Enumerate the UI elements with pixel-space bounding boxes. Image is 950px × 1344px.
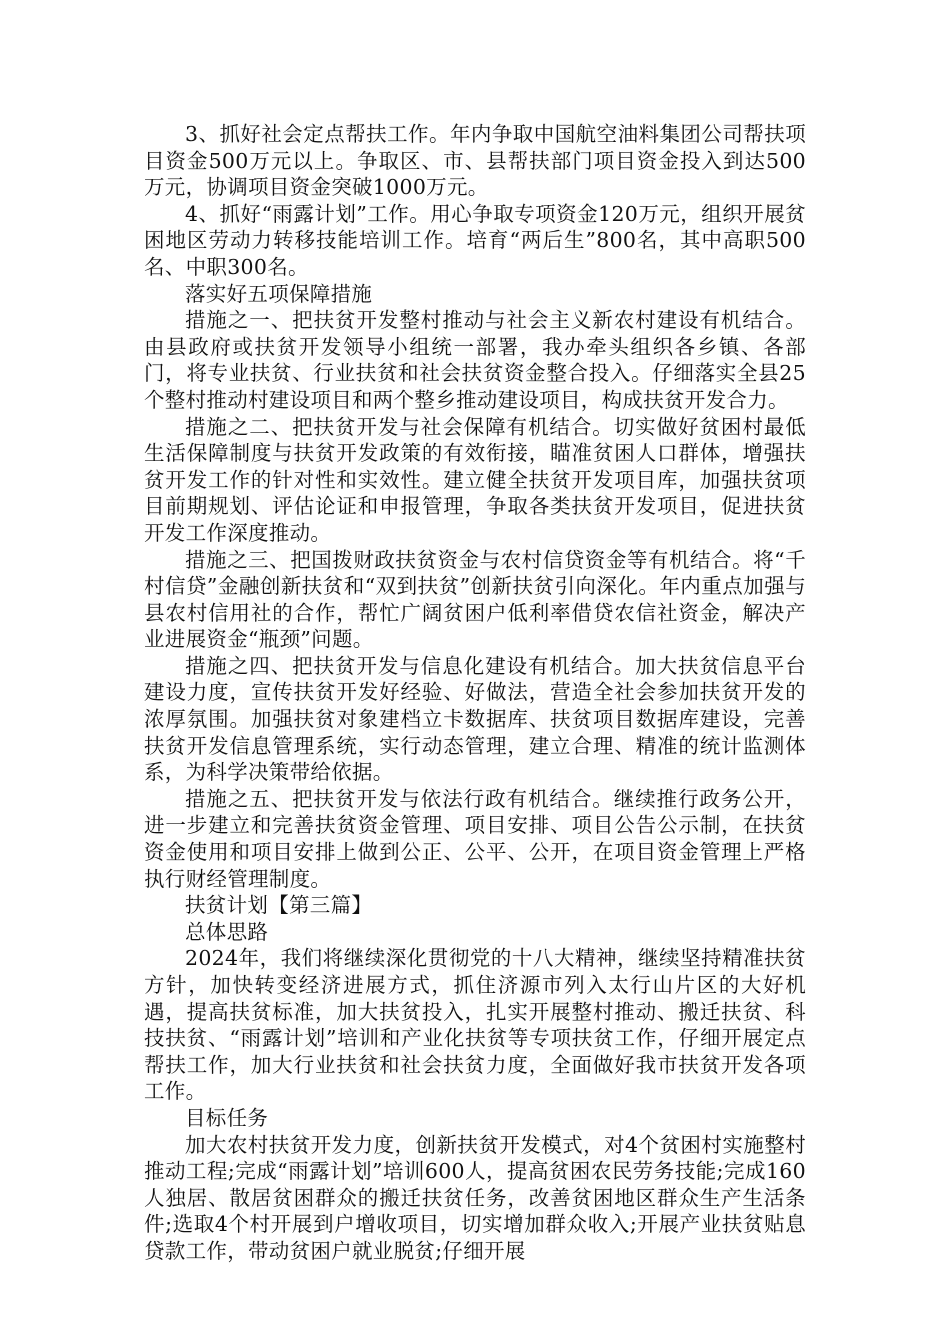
heading-five-measures: 落实好五项保障措施 xyxy=(185,281,373,306)
heading-overall-approach: 总体思路 xyxy=(185,919,269,944)
heading-goals-tasks: 目标任务 xyxy=(185,1105,269,1130)
paragraph-overall-approach: 2024年，我们将继续深化贯彻党的十八大精神，继续坚持精准扶贫方针，加快转变经济进展方式，抓住济源市列入太行山片区的大好机遇，提高扶贫标准，加大扶贫投入，扎实开展整村推动、搬迁扶贫、科技扶贫、“雨露计划”培训和产业化扶贫等专项扶贫工作，仔细开展定点帮扶工作，加大行业扶贫和社会扶贫力度，全面做好我市扶贫开发各项工作。 xyxy=(144,946,806,1104)
paragraph-social-assistance: 3、抓好社会定点帮扶工作。年内争取中国航空油料集团公司帮扶项目资金500万元以上。争取区、市、县帮扶部门项目资金投入到达500万元，协调项目资金突破1000万元。 xyxy=(144,122,806,200)
paragraph-rain-dew-plan: 4、抓好“雨露计划”工作。用心争取专项资金120万元，组织开展贫困地区劳动力转移技能培训工作。培育“两后生”800名，其中高职500名、中职300名。 xyxy=(144,201,806,279)
paragraph-measure-three: 措施之三、把国拨财政扶贫资金与农村信贷资金等有机结合。将“千村信贷”金融创新扶贫和“双到扶贫”创新扶贫引向深化。年内重点加强与县农村信用社的合作，帮忙广阔贫困户低利率借贷农信社资金，解决产业进展资金“瓶颈”问题。 xyxy=(144,547,806,652)
heading-plan-part-three: 扶贫计划【第三篇】 xyxy=(185,893,373,918)
document-body xyxy=(144,121,806,1265)
paragraph-measure-two: 措施之二、把扶贫开发与社会保障有机结合。切实做好贫困村最低生活保障制度与扶贫开发政策的有效衔接，瞄准贫困人口群体，增强扶贫开发工作的针对性和实效性。建立健全扶贫开发项目库，加强扶贫项目前期规划、评估论证和申报管理，争取各类扶贫开发项目，促进扶贫开发工作深度推动。 xyxy=(144,414,806,545)
paragraph-measure-four: 措施之四、把扶贫开发与信息化建设有机结合。加大扶贫信息平台建设力度，宣传扶贫开发好经验、好做法，营造全社会参加扶贫开发的浓厚氛围。加强扶贫对象建档立卡数据库、扶贫项目数据库建设，完善扶贫开发信息管理系统，实行动态管理，建立合理、精准的统计监测体系，为科学决策带给依据。 xyxy=(144,653,806,785)
paragraph-measure-five: 措施之五、把扶贫开发与依法行政有机结合。继续推行政务公开，进一步建立和完善扶贫资金管理、项目安排、项目公告公示制，在扶贫资金使用和项目安排上做到公正、公平、公开，在项目资金管理上严格执行财经管理制度。 xyxy=(144,786,806,891)
paragraph-goals-tasks: 加大农村扶贫开发力度，创新扶贫开发模式，对4个贫困村实施整村推动工程;完成“雨露计划”培训600人，提高贫困农民劳务技能;完成160人独居、散居贫困群众的搬迁扶贫任务，改善贫困地区群众生产生活条件;选取4个村开展到户增收项目，切实增加群众收入;开展产业扶贫贴息贷款工作，带动贫困户就业脱贫;仔细开展 xyxy=(144,1132,806,1263)
paragraph-measure-one: 措施之一、把扶贫开发整村推动与社会主义新农村建设有机结合。由县政府或扶贫开发领导小组统一部署，我办牵头组织各乡镇、各部门，将专业扶贫、行业扶贫和社会扶贫资金整合投入。仔细落实全县25个整村推动村建设项目和两个整乡推动建设项目，构成扶贫开发合力。 xyxy=(144,308,806,412)
